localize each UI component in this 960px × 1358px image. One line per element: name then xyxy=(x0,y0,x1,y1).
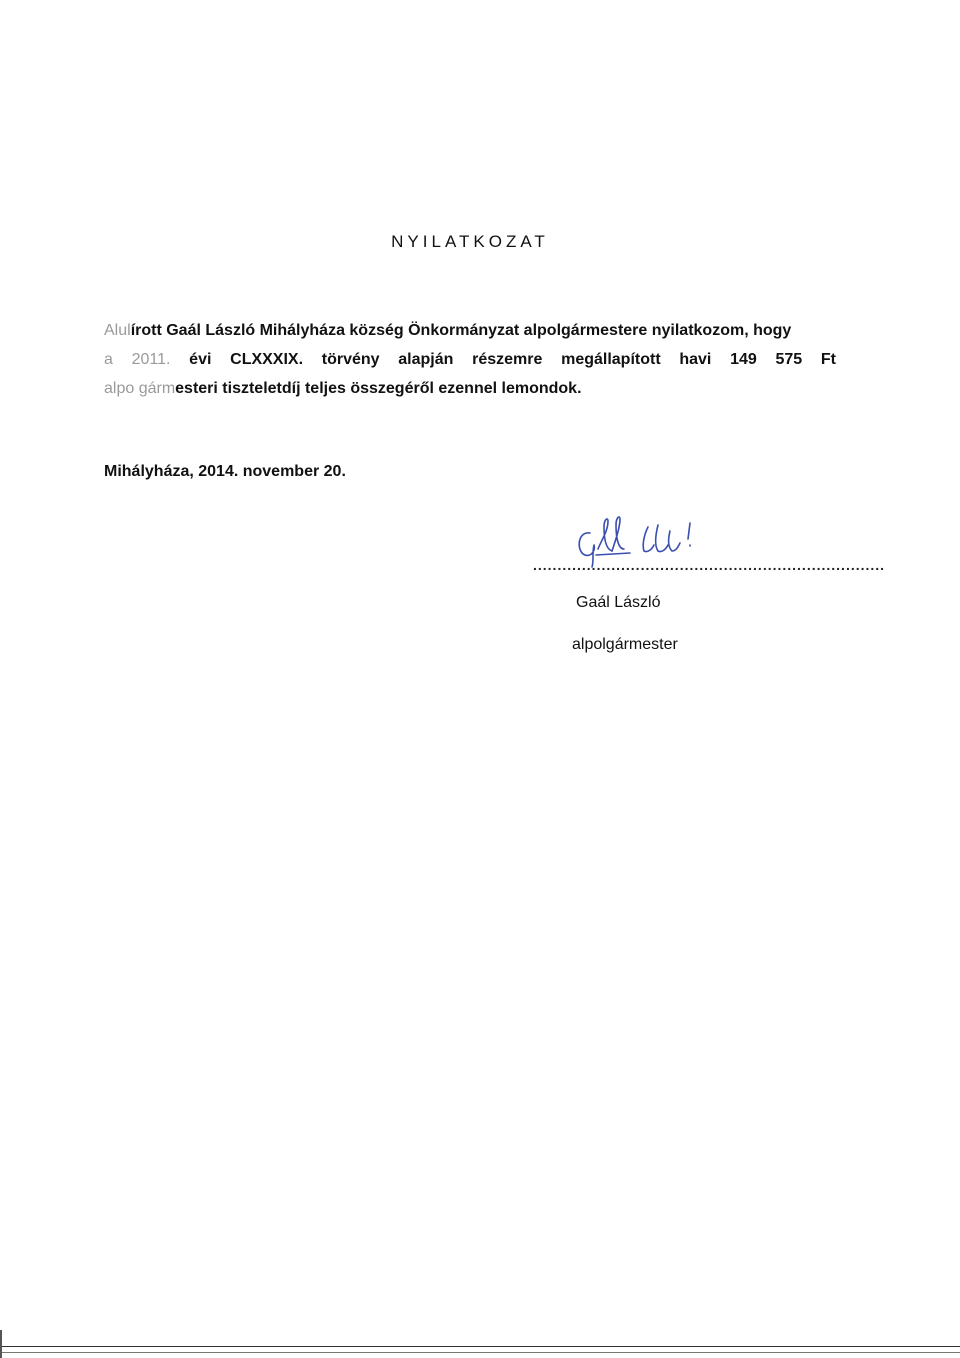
faded-text: alpo gárm xyxy=(104,380,176,397)
declaration-paragraph xyxy=(104,316,836,403)
place-date: Mihályháza, 2014. november 20. xyxy=(104,463,346,480)
paragraph-text: évi CLXXXIX. törvény alapján részemre megállapított havi 149 575 Ft xyxy=(170,351,836,368)
document-title: NYILATKOZAT xyxy=(391,232,549,251)
paragraph-text: írott Gaál László Mihályháza község Önkormányzat alpolgármestere nyilatkozom, hogy xyxy=(130,322,792,339)
signature-line: ........................................................................ xyxy=(533,557,886,573)
scan-edge-line xyxy=(0,1352,960,1353)
paragraph-line-2 xyxy=(104,345,836,374)
paragraph-line-1 xyxy=(104,316,836,345)
paragraph-text: esteri tiszteletdíj teljes összegéről ezennel lemondok. xyxy=(175,380,582,397)
scan-edge-line xyxy=(0,1346,960,1347)
faded-text: a 2011. xyxy=(104,351,171,368)
signer-name: Gaál László xyxy=(576,594,661,611)
signer-title: alpolgármester xyxy=(572,636,678,653)
faded-text: Alul xyxy=(104,322,131,339)
paragraph-line-3 xyxy=(104,374,836,403)
scan-edge-mark xyxy=(0,1330,2,1358)
